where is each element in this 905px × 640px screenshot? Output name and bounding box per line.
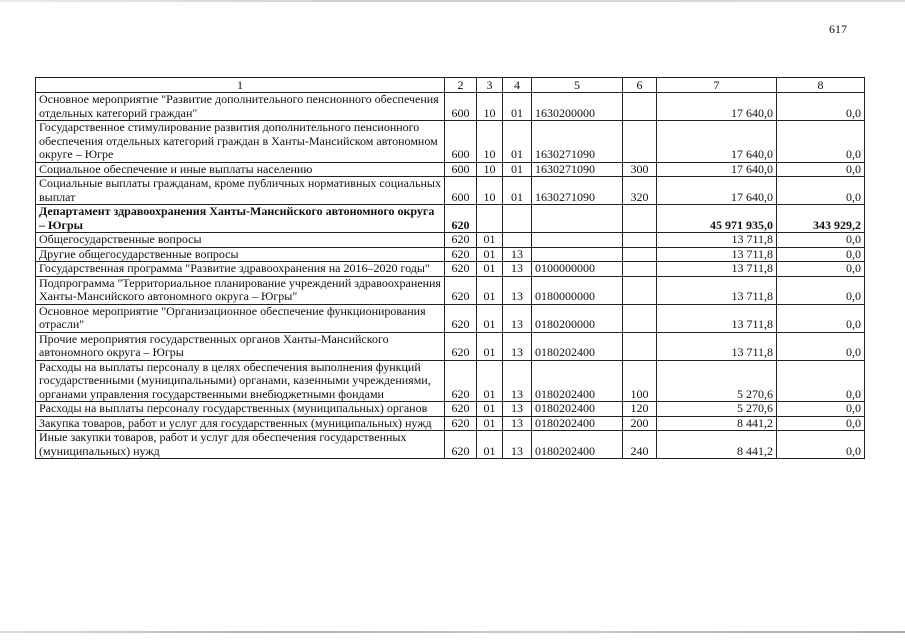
row-amount-cell: 45 971 935,0 xyxy=(657,205,777,233)
table-row xyxy=(36,360,865,402)
row-subsection-cell xyxy=(503,205,532,233)
table-row xyxy=(36,416,865,431)
row-expense-type-cell: 320 xyxy=(623,177,657,205)
page-number: 617 xyxy=(829,22,847,36)
row-name-cell: Закупка товаров, работ и услуг для государственных (муниципальных) нужд xyxy=(36,416,445,431)
row-name-cell: Подпрограмма "Территориальное планирование учреждений здравоохранения Ханты-Мансийского автономного округа – Югры" xyxy=(36,276,445,304)
row-amount2-cell: 343 929,2 xyxy=(777,205,865,233)
row-amount-cell: 17 640,0 xyxy=(657,93,777,121)
row-code-cell: 600 xyxy=(445,93,477,121)
row-expense-type-cell: 100 xyxy=(623,360,657,402)
row-code-cell: 620 xyxy=(445,233,477,248)
row-subsection-cell: 13 xyxy=(503,332,532,360)
row-expense-type-cell xyxy=(623,304,657,332)
row-subsection-cell: 13 xyxy=(503,276,532,304)
row-amount-cell: 5 270,6 xyxy=(657,360,777,402)
row-code-cell: 620 xyxy=(445,402,477,417)
row-subsection-cell: 01 xyxy=(503,121,532,163)
row-name-cell: Государственное стимулирование развития дополнительного пенсионного обеспечения отдельных категорий граждан в Ханты-Мансийском автономном округе – Югре xyxy=(36,121,445,163)
header-cell: 6 xyxy=(623,78,657,93)
table-header-row xyxy=(36,78,865,93)
row-target-cell: 0180202400 xyxy=(532,332,623,360)
row-target-cell: 0180202400 xyxy=(532,416,623,431)
row-name-cell: Социальные выплаты гражданам, кроме публичных нормативных социальных выплат xyxy=(36,177,445,205)
table-row xyxy=(36,177,865,205)
row-target-cell: 0180202400 xyxy=(532,360,623,402)
row-amount-cell: 17 640,0 xyxy=(657,177,777,205)
budget-table xyxy=(35,77,865,459)
row-name-cell: Социальное обеспечение и иные выплаты населению xyxy=(36,162,445,177)
row-name-cell: Расходы на выплаты персоналу государственных (муниципальных) органов xyxy=(36,402,445,417)
table-row xyxy=(36,276,865,304)
row-target-cell: 1630271090 xyxy=(532,177,623,205)
row-subsection-cell: 13 xyxy=(503,431,532,459)
table-row xyxy=(36,162,865,177)
row-subsection-cell: 01 xyxy=(503,162,532,177)
row-section-cell: 01 xyxy=(477,416,503,431)
header-cell: 3 xyxy=(477,78,503,93)
row-expense-type-cell xyxy=(623,332,657,360)
row-subsection-cell: 01 xyxy=(503,177,532,205)
row-target-cell xyxy=(532,247,623,262)
table-row xyxy=(36,332,865,360)
row-section-cell: 01 xyxy=(477,304,503,332)
row-amount-cell: 17 640,0 xyxy=(657,162,777,177)
row-code-cell: 620 xyxy=(445,262,477,277)
header-cell: 4 xyxy=(503,78,532,93)
row-section-cell: 01 xyxy=(477,402,503,417)
row-amount2-cell: 0,0 xyxy=(777,233,865,248)
row-amount-cell: 5 270,6 xyxy=(657,402,777,417)
row-section-cell: 10 xyxy=(477,162,503,177)
row-section-cell: 10 xyxy=(477,121,503,163)
row-target-cell: 0180202400 xyxy=(532,402,623,417)
row-expense-type-cell: 240 xyxy=(623,431,657,459)
row-subsection-cell: 13 xyxy=(503,402,532,417)
row-target-cell: 1630271090 xyxy=(532,121,623,163)
row-code-cell: 620 xyxy=(445,431,477,459)
row-name-cell: Департамент здравоохранения Ханты-Мансийского автономного округа – Югры xyxy=(36,205,445,233)
row-code-cell: 620 xyxy=(445,247,477,262)
row-code-cell: 620 xyxy=(445,360,477,402)
row-amount-cell: 8 441,2 xyxy=(657,431,777,459)
row-expense-type-cell xyxy=(623,93,657,121)
row-amount-cell: 13 711,8 xyxy=(657,262,777,277)
row-section-cell: 01 xyxy=(477,247,503,262)
row-code-cell: 620 xyxy=(445,416,477,431)
row-target-cell: 0180200000 xyxy=(532,304,623,332)
row-amount2-cell: 0,0 xyxy=(777,402,865,417)
row-code-cell: 620 xyxy=(445,276,477,304)
row-name-cell: Общегосударственные вопросы xyxy=(36,233,445,248)
table-row xyxy=(36,233,865,248)
row-amount-cell: 13 711,8 xyxy=(657,304,777,332)
header-cell: 5 xyxy=(532,78,623,93)
row-amount2-cell: 0,0 xyxy=(777,332,865,360)
row-expense-type-cell xyxy=(623,205,657,233)
row-code-cell: 600 xyxy=(445,162,477,177)
row-section-cell: 01 xyxy=(477,276,503,304)
row-section-cell: 01 xyxy=(477,262,503,277)
row-section-cell: 01 xyxy=(477,431,503,459)
row-target-cell xyxy=(532,205,623,233)
row-section-cell: 10 xyxy=(477,93,503,121)
row-section-cell: 01 xyxy=(477,233,503,248)
row-code-cell: 620 xyxy=(445,332,477,360)
row-target-cell: 0180202400 xyxy=(532,431,623,459)
row-amount-cell: 8 441,2 xyxy=(657,416,777,431)
table-row xyxy=(36,304,865,332)
table-row xyxy=(36,121,865,163)
header-cell: 7 xyxy=(657,78,777,93)
table-row xyxy=(36,247,865,262)
row-amount2-cell: 0,0 xyxy=(777,416,865,431)
row-amount2-cell: 0,0 xyxy=(777,276,865,304)
row-expense-type-cell: 120 xyxy=(623,402,657,417)
row-amount-cell: 17 640,0 xyxy=(657,121,777,163)
row-section-cell: 10 xyxy=(477,177,503,205)
row-name-cell: Другие общегосударственные вопросы xyxy=(36,247,445,262)
row-amount2-cell: 0,0 xyxy=(777,247,865,262)
row-subsection-cell: 13 xyxy=(503,304,532,332)
row-expense-type-cell xyxy=(623,262,657,277)
row-amount2-cell: 0,0 xyxy=(777,262,865,277)
row-amount2-cell: 0,0 xyxy=(777,304,865,332)
row-section-cell: 01 xyxy=(477,360,503,402)
row-amount2-cell: 0,0 xyxy=(777,162,865,177)
row-target-cell: 1630271090 xyxy=(532,162,623,177)
row-amount2-cell: 0,0 xyxy=(777,93,865,121)
row-name-cell: Государственная программа "Развитие здравоохранения на 2016–2020 годы" xyxy=(36,262,445,277)
row-code-cell: 620 xyxy=(445,205,477,233)
table-row xyxy=(36,205,865,233)
row-target-cell: 0100000000 xyxy=(532,262,623,277)
table-row xyxy=(36,93,865,121)
row-subsection-cell: 01 xyxy=(503,93,532,121)
row-amount-cell: 13 711,8 xyxy=(657,332,777,360)
row-name-cell: Расходы на выплаты персоналу в целях обеспечения выполнения функций государственными (муниципальными) органами, казенными учреждениями, органами управления государственными внебюджетными фондами xyxy=(36,360,445,402)
row-target-cell xyxy=(532,233,623,248)
row-expense-type-cell: 300 xyxy=(623,162,657,177)
row-expense-type-cell: 200 xyxy=(623,416,657,431)
header-cell: 2 xyxy=(445,78,477,93)
row-subsection-cell: 13 xyxy=(503,262,532,277)
row-subsection-cell: 13 xyxy=(503,416,532,431)
table-row xyxy=(36,262,865,277)
row-expense-type-cell xyxy=(623,121,657,163)
scan-edge-bottom xyxy=(0,631,905,633)
row-expense-type-cell xyxy=(623,276,657,304)
row-target-cell: 0180000000 xyxy=(532,276,623,304)
row-name-cell: Прочие мероприятия государственных органов Ханты-Мансийского автономного округа – Югры xyxy=(36,332,445,360)
row-expense-type-cell xyxy=(623,247,657,262)
row-code-cell: 620 xyxy=(445,304,477,332)
row-code-cell: 600 xyxy=(445,177,477,205)
row-amount2-cell: 0,0 xyxy=(777,360,865,402)
row-expense-type-cell xyxy=(623,233,657,248)
row-subsection-cell xyxy=(503,233,532,248)
row-amount2-cell: 0,0 xyxy=(777,431,865,459)
row-code-cell: 600 xyxy=(445,121,477,163)
row-amount2-cell: 0,0 xyxy=(777,177,865,205)
row-name-cell: Основное мероприятие "Организационное обеспечение функционирования отрасли" xyxy=(36,304,445,332)
header-cell: 1 xyxy=(36,78,445,93)
row-amount-cell: 13 711,8 xyxy=(657,247,777,262)
row-subsection-cell: 13 xyxy=(503,360,532,402)
row-name-cell: Иные закупки товаров, работ и услуг для обеспечения государственных (муниципальных) нужд xyxy=(36,431,445,459)
scan-edge-top xyxy=(0,0,905,2)
table-row xyxy=(36,431,865,459)
row-target-cell: 1630200000 xyxy=(532,93,623,121)
row-subsection-cell: 13 xyxy=(503,247,532,262)
row-amount-cell: 13 711,8 xyxy=(657,276,777,304)
table-row xyxy=(36,402,865,417)
row-section-cell: 01 xyxy=(477,332,503,360)
row-amount-cell: 13 711,8 xyxy=(657,233,777,248)
row-name-cell: Основное мероприятие "Развитие дополнительного пенсионного обеспечения отдельных категорий граждан" xyxy=(36,93,445,121)
row-amount2-cell: 0,0 xyxy=(777,121,865,163)
row-section-cell xyxy=(477,205,503,233)
header-cell: 8 xyxy=(777,78,865,93)
table-body xyxy=(36,93,865,459)
